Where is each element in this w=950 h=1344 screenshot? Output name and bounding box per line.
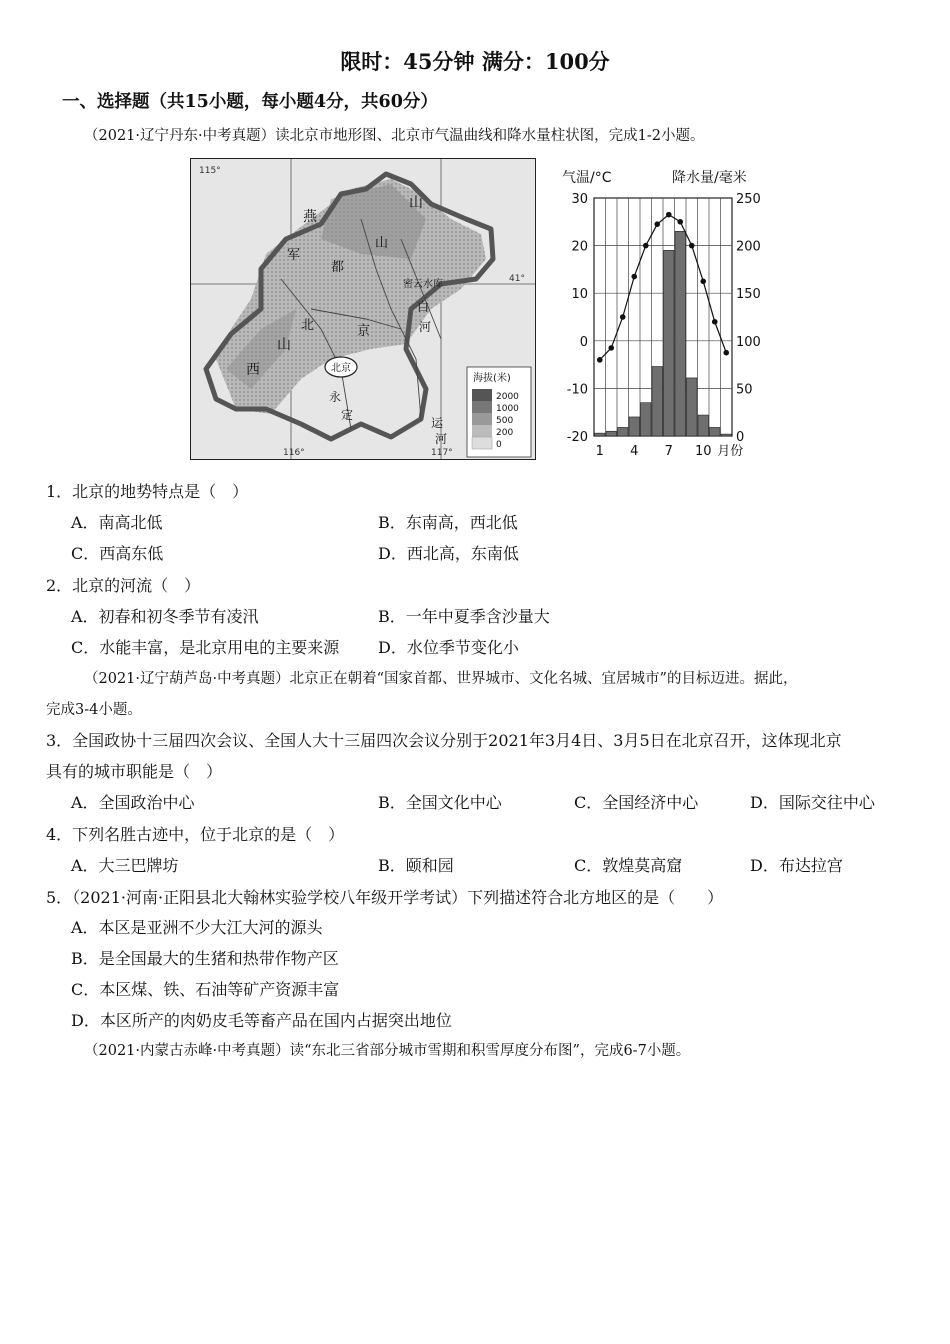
question-5-stem: 5．（2021·河南·正阳县北大翰林实验学校八年级开学考试）下列描述符合北方地区的是（ ）	[46, 888, 724, 907]
precip-tick: 100	[736, 334, 761, 350]
precip-bar-month-12	[721, 434, 732, 436]
legend-level-500: 500	[496, 416, 514, 426]
q1-option-b[interactable]: B．东南高，西北低	[378, 513, 518, 532]
precip-bar-month-6	[652, 367, 663, 436]
temp-tick: -10	[566, 382, 588, 398]
precip-bar-month-1	[595, 433, 606, 436]
precip-bar-month-3	[618, 427, 629, 436]
map-label-shan3: 山	[277, 337, 291, 353]
map-label-he2: 河	[435, 432, 448, 446]
temp-point-month-7	[666, 212, 672, 218]
precip-tick: 250	[736, 192, 761, 207]
beijing-terrain-map	[190, 158, 536, 460]
temp-axis-label: 气温/°C	[562, 170, 612, 186]
precip-bar-month-9	[687, 378, 698, 436]
q3-option-b[interactable]: B．全国文化中心	[378, 793, 502, 812]
map-label-bei: 北	[301, 318, 315, 333]
temp-point-month-11	[712, 319, 718, 325]
question-2-stem: 2．北京的河流（ ）	[46, 576, 201, 595]
month-tick-7: 7	[664, 444, 673, 459]
question-3-stem-line1: 3．全国政协十三届四次会议、全国人大十三届四次会议分别于2021年3月4日、3月5日在北京召开，这体现北京	[46, 731, 842, 750]
map-label-du: 都	[331, 260, 345, 275]
map-label-yan: 燕	[303, 209, 317, 225]
q1-option-a[interactable]: A．南高北低	[71, 513, 163, 532]
q5-option-c[interactable]: C．本区煤、铁、石油等矿产资源丰富	[71, 980, 340, 999]
map-label-miyun: 密云水库	[403, 279, 443, 290]
q3-option-a[interactable]: A．全国政治中心	[71, 793, 195, 812]
temp-point-month-3	[620, 314, 626, 320]
temp-point-month-8	[677, 219, 683, 225]
temp-point-month-6	[654, 221, 660, 227]
q4-option-d[interactable]: D．布达拉宫	[750, 856, 843, 875]
q1-option-c[interactable]: C．西高东低	[71, 544, 164, 563]
q4-option-b[interactable]: B．颐和园	[378, 856, 454, 875]
temp-point-month-10	[700, 279, 706, 285]
precip-tick: 50	[736, 382, 753, 398]
legend-level-2000: 2000	[496, 392, 519, 402]
map-label-ding: 定	[341, 408, 354, 422]
q2-option-b[interactable]: B．一年中夏季含沙量大	[378, 607, 550, 626]
map-lat-41: 41°	[509, 274, 525, 284]
month-tick-4: 4	[630, 444, 639, 459]
legend-title: 海拔(米)	[473, 373, 511, 384]
q5-option-d[interactable]: D．本区所产的肉奶皮毛等畜产品在国内占据突出地位	[71, 1011, 452, 1030]
q2-option-c[interactable]: C．水能丰富，是北京用电的主要来源	[71, 638, 340, 657]
precip-tick: 200	[736, 239, 761, 255]
precip-bar-month-11	[710, 427, 721, 436]
temp-point-month-9	[689, 243, 695, 249]
map-label-beijing: 北京	[331, 363, 351, 374]
temp-point-month-1	[597, 357, 603, 363]
precip-bar-month-10	[698, 415, 709, 436]
map-label-yong: 永	[329, 390, 342, 404]
group-intro-2-line2: 完成3-4小题。	[46, 702, 142, 718]
terrain-map-svg	[191, 159, 535, 459]
climate-chart	[556, 158, 768, 462]
precip-bar-month-7	[664, 250, 675, 436]
temp-tick: 10	[571, 287, 588, 303]
precip-bar-month-5	[641, 403, 652, 436]
temp-point-month-5	[643, 243, 649, 249]
group-intro-2-line1: （2021·辽宁葫芦岛·中考真题）北京正在朝着“国家首都、世界城市、文化名城、宜居城市”的目标迈进。据此，	[84, 671, 798, 687]
q4-option-a[interactable]: A．大三巴牌坊	[71, 856, 179, 875]
precip-tick: 150	[736, 287, 761, 303]
precip-bar-month-2	[606, 431, 617, 436]
temp-tick: 20	[571, 239, 588, 255]
map-label-yun: 运	[431, 416, 444, 430]
precip-tick: 0	[736, 430, 745, 445]
temp-point-month-2	[608, 345, 614, 351]
temp-tick: 30	[571, 192, 588, 207]
legend-level-200: 200	[496, 428, 514, 438]
precip-bar-month-4	[629, 417, 640, 436]
x-axis-label: 月份	[717, 444, 744, 459]
q2-option-d[interactable]: D．水位季节变化小	[378, 638, 519, 657]
question-1-stem: 1．北京的地势特点是（ ）	[46, 482, 249, 501]
map-lon-117: 117°	[431, 448, 453, 458]
map-label-xi: 西	[246, 362, 260, 378]
group-intro-1: （2021·辽宁丹东·中考真题）读北京市地形图、北京市气温曲线和降水量柱状图，完成1-2小题。	[84, 128, 705, 144]
map-lon-115: 115°	[199, 166, 221, 176]
page-title: 限时：45分钟 满分：100分	[340, 49, 610, 74]
legend-level-1000: 1000	[496, 404, 519, 414]
q5-option-b[interactable]: B．是全国最大的生猪和热带作物产区	[71, 949, 339, 968]
map-lon-116: 116°	[283, 448, 305, 458]
q5-option-a[interactable]: A．本区是亚洲不少大江大河的源头	[71, 918, 323, 937]
temp-point-month-12	[723, 350, 729, 356]
question-4-stem: 4．下列名胜古迹中，位于北京的是（ ）	[46, 825, 345, 844]
q2-option-a[interactable]: A．初春和初冬季节有凌汛	[71, 607, 259, 626]
map-label-shan2: 山	[375, 236, 389, 251]
month-tick-1: 1	[595, 444, 604, 459]
q1-option-d[interactable]: D．西北高，东南低	[378, 544, 519, 563]
map-label-jing: 京	[357, 324, 371, 339]
map-label-he: 河	[419, 320, 432, 334]
question-3-stem-line2: 具有的城市职能是（ ）	[46, 762, 223, 781]
legend-level-0: 0	[496, 440, 502, 450]
temp-point-month-4	[631, 274, 637, 280]
temp-tick: -20	[566, 430, 588, 445]
precip-axis-label: 降水量/毫米	[672, 170, 747, 186]
map-label-jun: 军	[287, 248, 301, 263]
q3-option-c[interactable]: C．全国经济中心	[574, 793, 699, 812]
temp-tick: 0	[579, 334, 588, 350]
precip-bar-month-8	[675, 231, 686, 436]
q4-option-c[interactable]: C．敦煌莫高窟	[574, 856, 683, 875]
section-title: 一、选择题（共15小题，每小题4分，共60分）	[62, 92, 438, 112]
group-intro-3: （2021·内蒙古赤峰·中考真题）读“东北三省部分城市雪期和积雪厚度分布图”，完成6-7小题。	[84, 1043, 691, 1059]
month-tick-10: 10	[694, 444, 712, 459]
q3-option-d[interactable]: D．国际交往中心	[750, 793, 875, 812]
map-label-shan1: 山	[409, 195, 423, 211]
map-label-bai: 白	[417, 300, 430, 314]
